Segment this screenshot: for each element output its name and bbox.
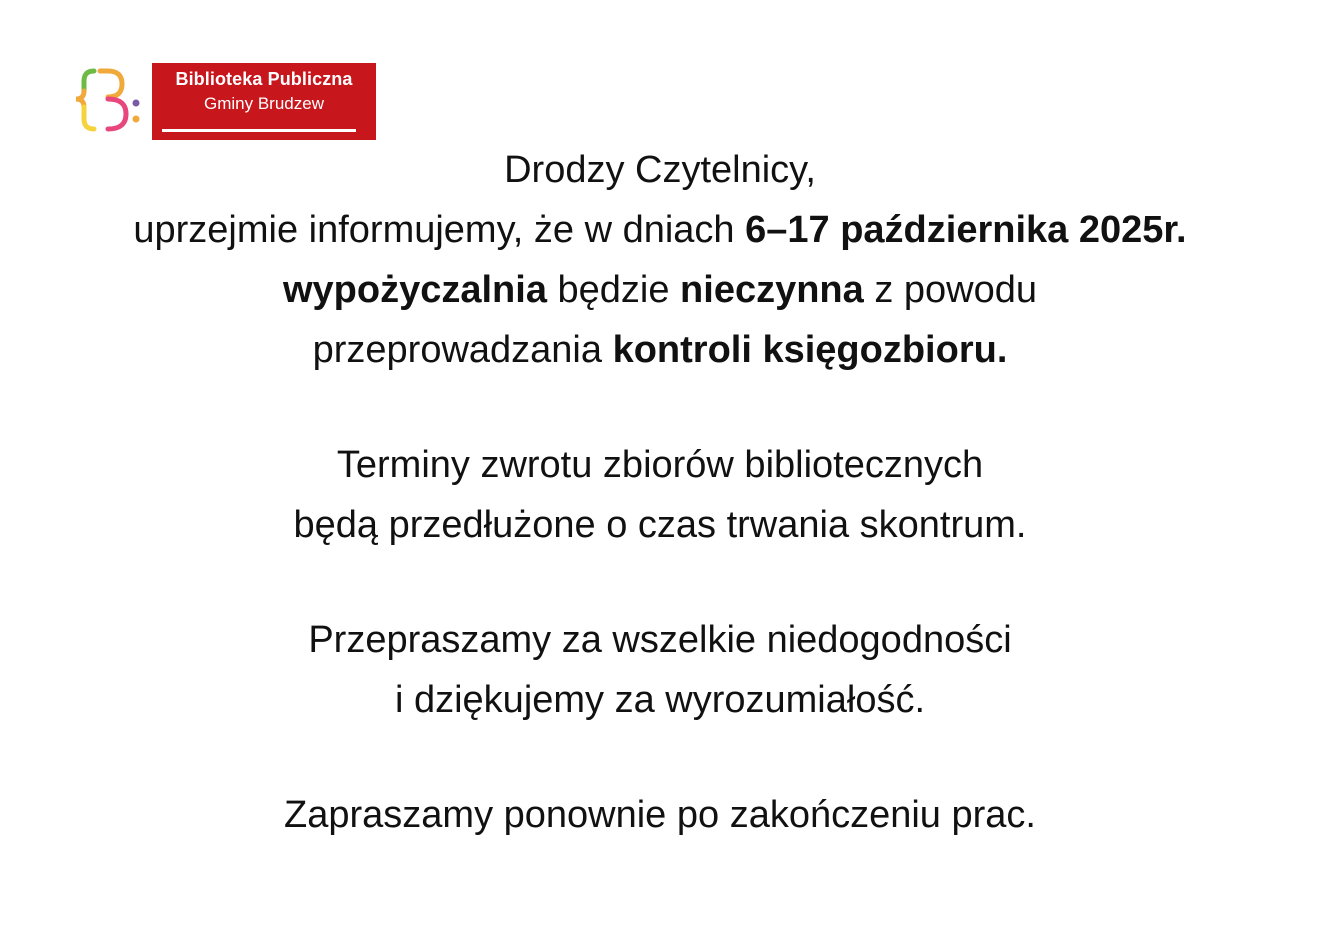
notice-line-reason <box>0 320 1320 380</box>
lending-desk: wypożyczalnia <box>282 269 547 311</box>
notice-line-dates <box>0 200 1320 260</box>
return-dates-line-2: będą przedłużone o czas trwania skontrum. <box>293 504 1027 546</box>
library-logo <box>72 63 376 140</box>
library-brace-b-logo-icon <box>72 63 144 135</box>
logo-underline <box>162 129 356 132</box>
closed-status: nieczynna <box>680 269 864 311</box>
library-title: Biblioteka Publiczna <box>175 69 353 89</box>
apology-line-1: Przepraszamy za wszelkie niedogodności <box>308 619 1012 661</box>
notice-line-status <box>0 260 1320 320</box>
greeting: Drodzy Czytelnicy, <box>504 149 816 191</box>
return-dates-line-1: Terminy zwrotu zbiorów bibliotecznych <box>336 444 984 486</box>
paragraph-gap <box>0 730 1320 785</box>
status-text-1: będzie <box>546 269 681 311</box>
paragraph-gap <box>0 380 1320 435</box>
closure-notice <box>0 140 1320 845</box>
dates-intro: uprzejmie informujemy, że w dniach <box>133 209 746 251</box>
reason-intro: przeprowadzania <box>312 329 613 371</box>
library-subtitle: Gminy Brudzew <box>204 94 324 113</box>
closure-dates: 6–17 października 2025r. <box>745 209 1187 251</box>
inventory-check: kontroli księgozbioru. <box>612 329 1008 371</box>
paragraph-gap <box>0 555 1320 610</box>
apology-line-2: i dziękujemy za wyrozumiałość. <box>394 679 926 721</box>
status-text-2: z powodu <box>863 269 1038 311</box>
invitation-line: Zapraszamy ponownie po zakończeniu prac. <box>284 794 1036 836</box>
library-name-box <box>152 63 376 140</box>
